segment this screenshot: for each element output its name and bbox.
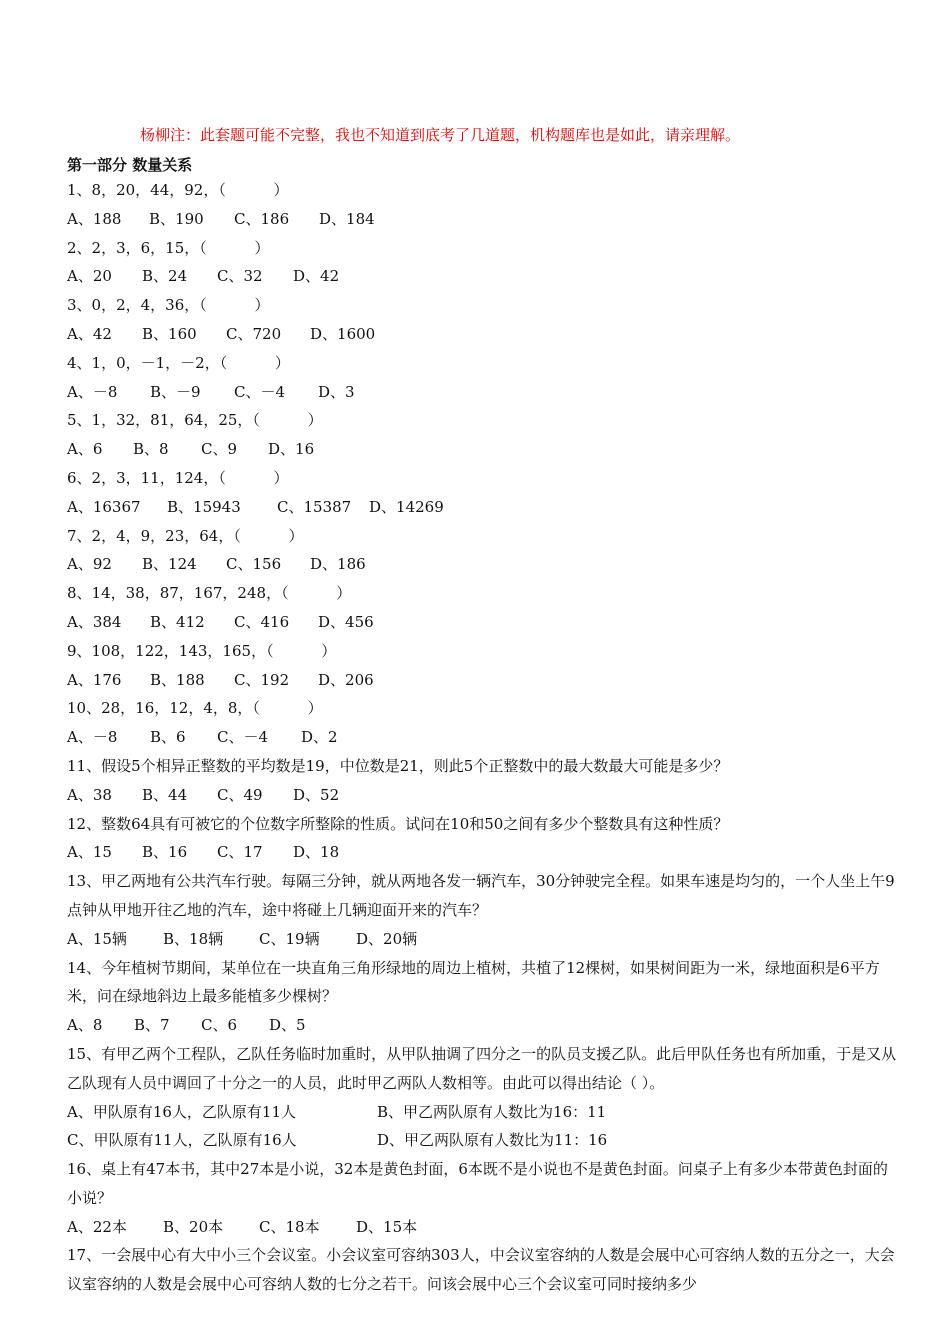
options-16 [67, 1213, 897, 1242]
options-4 [67, 378, 897, 407]
question-14: 14、今年植树节期间，某单位在一块直角三角形绿地的周边上植树，共植了12棵树，如果树间距为一米，绿地面积是6平方米，问在绿地斜边上最多能植多少棵树？ [67, 958, 880, 1006]
option-b: B、20本 [163, 1217, 224, 1236]
option-c: C、192 [234, 670, 290, 689]
option-a: A、22本 [67, 1217, 127, 1236]
option-b: B、160 [142, 324, 197, 343]
option-d: D、186 [310, 555, 366, 574]
option-d: D、184 [319, 209, 375, 228]
option-c: C、186 [234, 209, 290, 228]
question-9: 9、108，122，143，165，（ ） [67, 641, 337, 660]
option-d: D、甲乙两队原有人数比为11：16 [377, 1131, 608, 1150]
question-7: 7、2，4，9，23，64，（ ） [67, 526, 304, 545]
option-a: A、42 [67, 324, 112, 343]
option-a: A、甲队原有16人，乙队原有11人 [67, 1102, 297, 1121]
option-c: C、17 [217, 843, 263, 862]
question-list [67, 176, 897, 1299]
option-b: B、44 [142, 785, 188, 804]
option-c: C、6 [201, 1016, 238, 1035]
question-1: 1、8，20，44，92，（ ） [67, 181, 289, 199]
option-a: A、176 [67, 670, 122, 689]
question-4: 4、1，0，－1，－2，（ ） [67, 353, 290, 372]
options-1 [67, 205, 897, 234]
section-title: 第一部分 数量关系 [67, 156, 193, 174]
option-c: C、156 [226, 555, 282, 574]
option-d: D、15本 [356, 1217, 418, 1236]
option-b: B、8 [133, 440, 169, 459]
option-d: D、20辆 [356, 929, 418, 948]
options-6 [67, 493, 897, 522]
options-8 [67, 608, 897, 637]
question-15: 15、有甲乙两个工程队，乙队任务临时加重时，从甲队抽调了四分之一的队员支援乙队。此后甲队任务也有所加重，于是又从乙队现有人员中调回了十分之一的人员，此时甲乙两队人数相等。由此可以得出结论（ ）。 [67, 1044, 897, 1092]
option-a: A、15 [67, 843, 112, 862]
option-d: D、5 [269, 1016, 306, 1035]
option-d: D、206 [318, 670, 374, 689]
option-d: D、16 [268, 440, 315, 459]
question-16: 16、桌上有47本书，其中27本是小说，32本是黄色封面，6本既不是小说也不是黄色封面。问桌子上有多少本带黄色封面的小说？ [67, 1160, 888, 1207]
option-b: B、124 [142, 555, 197, 574]
option-d: D、1600 [310, 324, 376, 343]
editor-note: 杨柳注：此套题可能不完整，我也不知道到底考了几道题，机构题库也是如此，请亲理解。 [140, 126, 741, 144]
option-c: C、19辆 [259, 929, 320, 948]
option-c: C、720 [226, 324, 282, 343]
options-7 [67, 550, 897, 579]
option-c: C、9 [201, 440, 238, 459]
options-2 [67, 262, 897, 291]
option-c: C、－4 [217, 728, 269, 747]
question-6: 6、2，3，11，124，（ ） [67, 468, 289, 487]
option-b: B、24 [142, 267, 188, 286]
option-d: D、18 [293, 843, 340, 862]
option-d: D、14269 [369, 497, 444, 516]
option-c: C、49 [217, 785, 263, 804]
option-d: D、456 [318, 612, 374, 631]
question-3: 3、0，2，4，36，（ ） [67, 296, 270, 315]
options-11 [67, 781, 897, 810]
option-a: A、188 [67, 209, 122, 228]
options-15-row1 [67, 1098, 897, 1127]
option-c: C、18本 [259, 1217, 320, 1236]
option-b: B、412 [150, 612, 205, 631]
option-b: B、15943 [167, 497, 241, 516]
options-15-row2 [67, 1126, 897, 1155]
option-c: C、甲队原有11人，乙队原有16人 [67, 1131, 297, 1150]
option-d: D、42 [293, 267, 340, 286]
option-a: A、92 [67, 555, 112, 574]
option-c: C、－4 [234, 382, 286, 401]
question-10: 10、28，16，12，4，8，（ ） [67, 699, 323, 718]
option-a: A、－8 [67, 728, 118, 747]
options-5 [67, 435, 897, 464]
options-12 [67, 838, 897, 867]
option-d: D、3 [318, 382, 355, 401]
options-14 [67, 1011, 897, 1040]
option-b: B、18辆 [163, 929, 224, 948]
option-a: A、－8 [67, 382, 118, 401]
option-c: C、32 [217, 267, 263, 286]
option-a: A、6 [67, 440, 103, 459]
options-13 [67, 925, 897, 954]
option-b: B、188 [150, 670, 205, 689]
option-a: A、8 [67, 1016, 103, 1035]
option-b: B、6 [150, 728, 186, 747]
option-b: B、7 [134, 1016, 170, 1035]
option-a: A、16367 [67, 497, 141, 516]
option-d: D、2 [301, 728, 338, 747]
question-17: 17、一会展中心有大中小三个会议室。小会议室可容纳303人，中会议室容纳的人数是会展中心可容纳人数的五分之一，大会议室容纳的人数是会展中心可容纳人数的七分之若干。问该会展中心三个会议室可同时接纳多少 [67, 1246, 895, 1294]
options-3 [67, 320, 897, 349]
option-a: A、15辆 [67, 929, 127, 948]
question-11: 11、假设5个相异正整数的平均数是19，中位数是21，则此5个正整数中的最大数最大可能是多少？ [67, 756, 729, 775]
option-b: B、甲乙两队原有人数比为16：11 [377, 1102, 607, 1121]
option-c: C、15387 [277, 497, 352, 516]
options-9 [67, 666, 897, 695]
option-b: B、－9 [150, 382, 201, 401]
question-12: 12、整数64具有可被它的个位数字所整除的性质。试问在10和50之间有多少个整数具有这种性质？ [67, 814, 729, 833]
option-a: A、20 [67, 267, 112, 286]
option-c: C、416 [234, 612, 290, 631]
question-13: 13、甲乙两地有公共汽车行驶。每隔三分钟，就从两地各发一辆汽车，30分钟驶完全程。如果车速是均匀的，一个人坐上午9点钟从甲地开往乙地的汽车，途中将碰上几辆迎面开来的汽车？ [67, 872, 895, 919]
option-b: B、16 [142, 843, 188, 862]
option-b: B、190 [149, 209, 204, 228]
option-a: A、384 [67, 612, 122, 631]
question-2: 2、2，3，6，15，（ ） [67, 238, 270, 257]
option-d: D、52 [293, 785, 340, 804]
question-5: 5、1，32，81，64，25，（ ） [67, 411, 323, 430]
question-8: 8、14，38，87，167，248，（ ） [67, 584, 352, 603]
options-10 [67, 723, 897, 752]
option-a: A、38 [67, 785, 112, 804]
